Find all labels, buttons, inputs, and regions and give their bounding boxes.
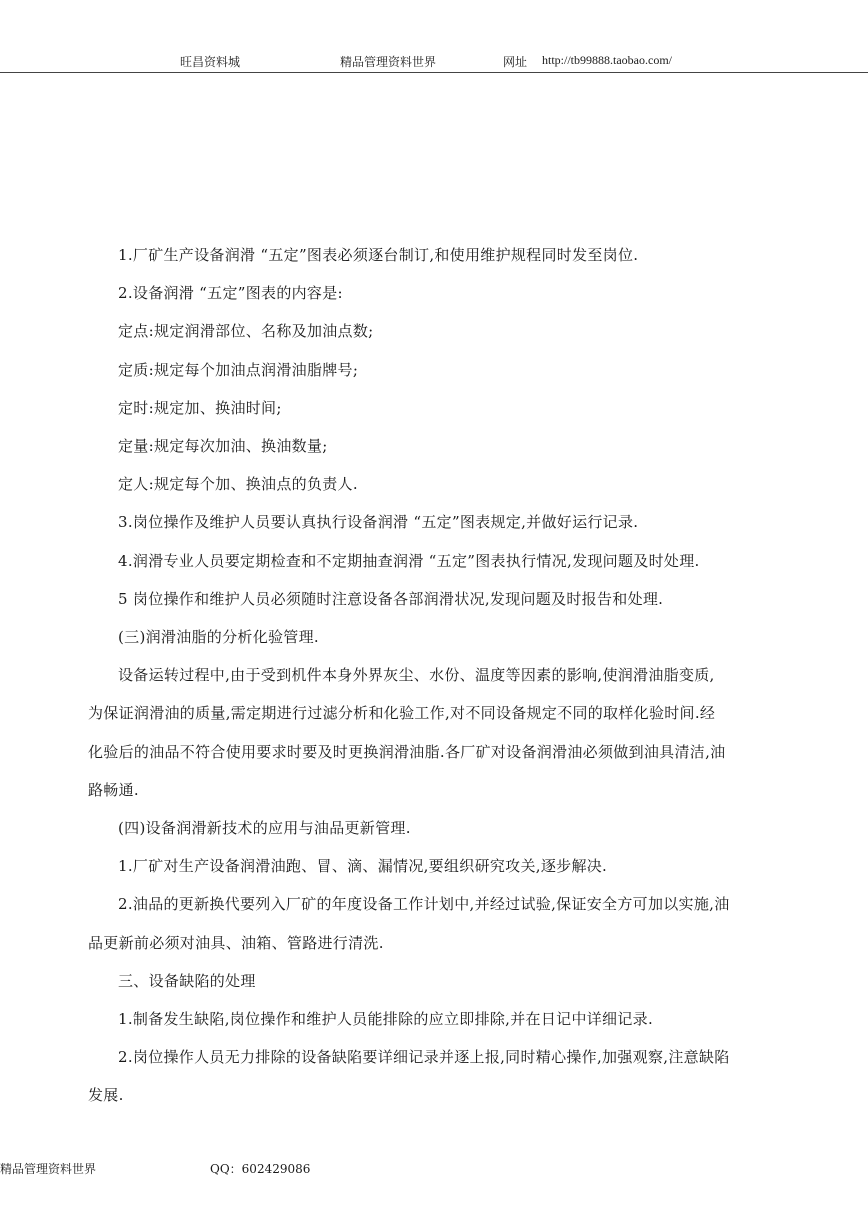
paragraph-line: 4.润滑专业人员要定期检查和不定期抽查润滑 “五定”图表执行情况,发现问题及时处理. — [118, 551, 700, 570]
document-body — [88, 236, 764, 1115]
paragraph-line: 2.岗位操作人员无力排除的设备缺陷要详细记录并逐上报,同时精心操作,加强观察,注意缺陷 — [118, 1048, 730, 1067]
paragraph-line: 1.制备发生缺陷,岗位操作和维护人员能排除的应立即排除,并在日记中详细记录. — [118, 1010, 654, 1029]
paragraph-line: 定人:规定每个加、换油点的负责人. — [118, 475, 358, 494]
paragraph-line: 化验后的油品不符合使用要求时要及时更换润滑油脂.各厂矿对设备润滑油必须做到油具清洁,油 — [88, 742, 726, 761]
paragraph-line: 定点:规定润滑部位、名称及加油点数; — [118, 322, 374, 341]
page-header — [0, 0, 868, 73]
paragraph-line: 品更新前必须对油具、油箱、管路进行清洗. — [88, 933, 384, 952]
paragraph-line: 1.厂矿对生产设备润滑油跑、冒、滴、漏情况,要组织研究攻关,逐步解决. — [118, 857, 608, 876]
paragraph-line: 三、设备缺陷的处理 — [118, 971, 256, 990]
paragraph-line: 为保证润滑油的质量,需定期进行过滤分析和化验工作,对不同设备规定不同的取样化验时间.经 — [88, 704, 716, 723]
paragraph-line: 设备运转过程中,由于受到机件本身外界灰尘、水份、温度等因素的影响,使润滑油脂变质, — [118, 666, 715, 685]
paragraph-line: 定质:规定每个加油点润滑油脂牌号; — [118, 360, 359, 379]
header-url-label: 网址 — [503, 55, 528, 69]
paragraph-line: 定量:规定每次加油、换油数量; — [118, 437, 328, 456]
paragraph-line: (四)设备润滑新技术的应用与油品更新管理. — [118, 819, 411, 838]
header-shop-name: 旺昌资料城 — [180, 55, 241, 69]
paragraph-line: 2.设备润滑 “五定”图表的内容是: — [118, 284, 343, 303]
paragraph-line: 2.油品的更新换代要列入厂矿的年度设备工作计划中,并经过试验,保证安全方可加以实施,油 — [118, 895, 730, 914]
paragraph-line: 5 岗位操作和维护人员必须随时注意设备各部润滑状况,发现问题及时报告和处理. — [118, 589, 664, 608]
header-site-title: 精品管理资料世界 — [340, 55, 437, 69]
paragraph-line: 定时:规定加、换油时间; — [118, 398, 282, 417]
footer-site-title: 精品管理资料世界 — [0, 1162, 97, 1176]
paragraph-line: 3.岗位操作及维护人员要认真执行设备润滑 “五定”图表规定,并做好运行记录. — [118, 513, 639, 532]
header-url-link[interactable]: http://tb99888.taobao.com/ — [542, 53, 672, 67]
paragraph-line: 路畅通. — [88, 780, 139, 799]
paragraph-line: (三)润滑油脂的分析化验管理. — [118, 628, 319, 647]
footer-qq: QQ：602429086 — [210, 1162, 311, 1176]
paragraph-line: 1.厂矿生产设备润滑 “五定”图表必须逐台制订,和使用维护规程同时发至岗位. — [118, 246, 639, 264]
paragraph-line: 发展. — [88, 1086, 124, 1105]
